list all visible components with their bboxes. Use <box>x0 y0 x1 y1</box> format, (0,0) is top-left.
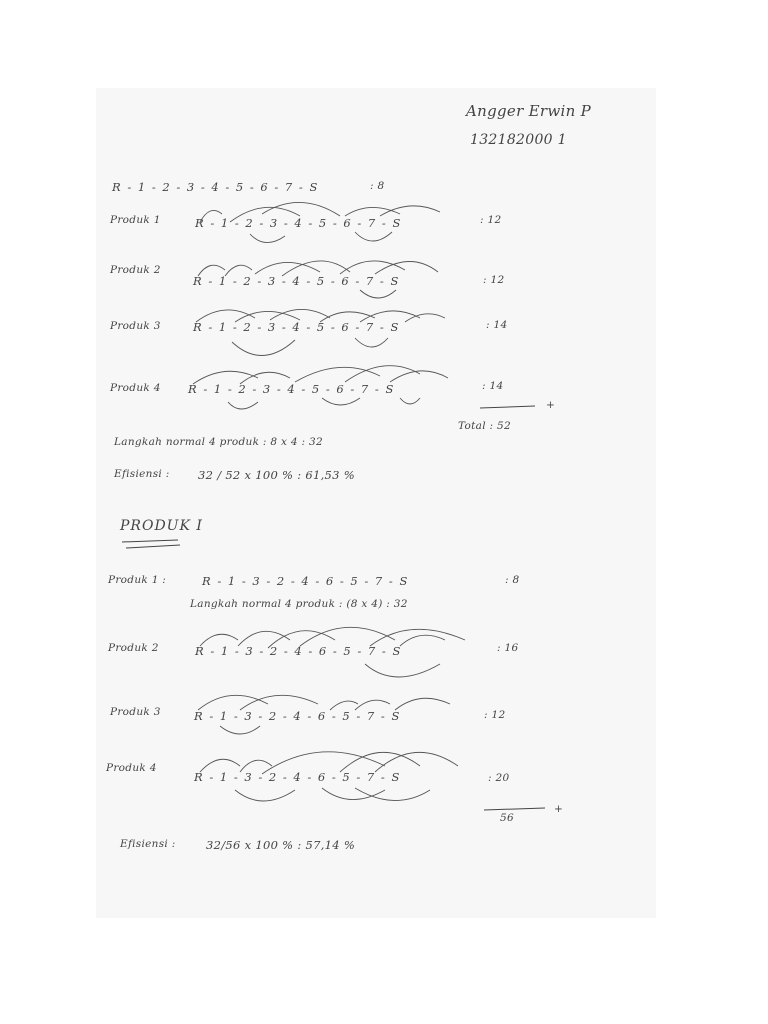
bottom-langkah-normal: Langkah normal 4 produk : (8 x 4) : 32 <box>190 598 408 610</box>
bottom-row-1-seq: R - 1 - 3 - 2 - 4 - 6 - 5 - 7 - S <box>202 574 409 588</box>
top-row-3-seq: R - 1 - 2 - 3 - 4 - 5 - 6 - 7 - S <box>193 320 400 334</box>
top-row-4-value: : 14 <box>482 380 504 392</box>
route-sequence: R - 1 - 2 - 3 - 4 - 5 - 6 - 7 - S <box>112 180 319 194</box>
bottom-plus-sign: + <box>554 803 564 815</box>
bottom-row-4-label: Produk 4 <box>106 762 157 774</box>
top-row-4-seq: R - 1 - 2 - 3 - 4 - 5 - 6 - 7 - S <box>188 382 395 396</box>
section-title: PRODUK I <box>120 518 203 534</box>
top-row-4-label: Produk 4 <box>110 382 161 394</box>
top-efisiensi-label: Efisiensi : <box>114 468 170 480</box>
author-name: Angger Erwin P <box>466 102 591 120</box>
top-row-2-value: : 12 <box>483 274 505 286</box>
bottom-total: 56 <box>500 812 514 824</box>
bottom-efisiensi-value: 32/56 x 100 % : 57,14 % <box>206 838 356 852</box>
bottom-row-1-label: Produk 1 : <box>108 574 167 586</box>
top-row-3-label: Produk 3 <box>110 320 161 332</box>
top-langkah-normal: Langkah normal 4 produk : 8 x 4 : 32 <box>114 436 323 448</box>
bottom-row-2-value: : 16 <box>497 642 519 654</box>
bottom-row-2-label: Produk 2 <box>108 642 159 654</box>
top-row-1-label: Produk 1 <box>110 214 161 226</box>
top-total: Total : 52 <box>458 420 511 432</box>
top-row-1-value: : 12 <box>480 214 502 226</box>
bottom-row-3-label: Produk 3 <box>110 706 161 718</box>
author-nim: 132182000 1 <box>470 132 567 148</box>
bottom-row-3-seq: R - 1 - 3 - 2 - 4 - 6 - 5 - 7 - S <box>194 709 401 723</box>
bottom-row-2-seq: R - 1 - 3 - 2 - 4 - 6 - 5 - 7 - S <box>195 644 402 658</box>
bottom-efisiensi-label: Efisiensi : <box>120 838 176 850</box>
top-plus-sign: + <box>546 399 556 411</box>
bottom-row-1-value: : 8 <box>505 574 520 586</box>
top-row-1-seq: R - 1 - 2 - 3 - 4 - 5 - 6 - 7 - S <box>195 216 402 230</box>
top-row-3-value: : 14 <box>486 319 508 331</box>
bottom-row-4-value: : 20 <box>488 772 510 784</box>
bottom-row-4-seq: R - 1 - 3 - 2 - 4 - 6 - 5 - 7 - S <box>194 770 401 784</box>
top-efisiensi-value: 32 / 52 x 100 % : 61,53 % <box>198 468 355 482</box>
paper-sheet <box>96 88 656 918</box>
bottom-row-3-value: : 12 <box>484 709 506 721</box>
top-row-2-label: Produk 2 <box>110 264 161 276</box>
top-row-2-seq: R - 1 - 2 - 3 - 4 - 5 - 6 - 7 - S <box>193 274 400 288</box>
route-steps: : 8 <box>370 180 385 192</box>
